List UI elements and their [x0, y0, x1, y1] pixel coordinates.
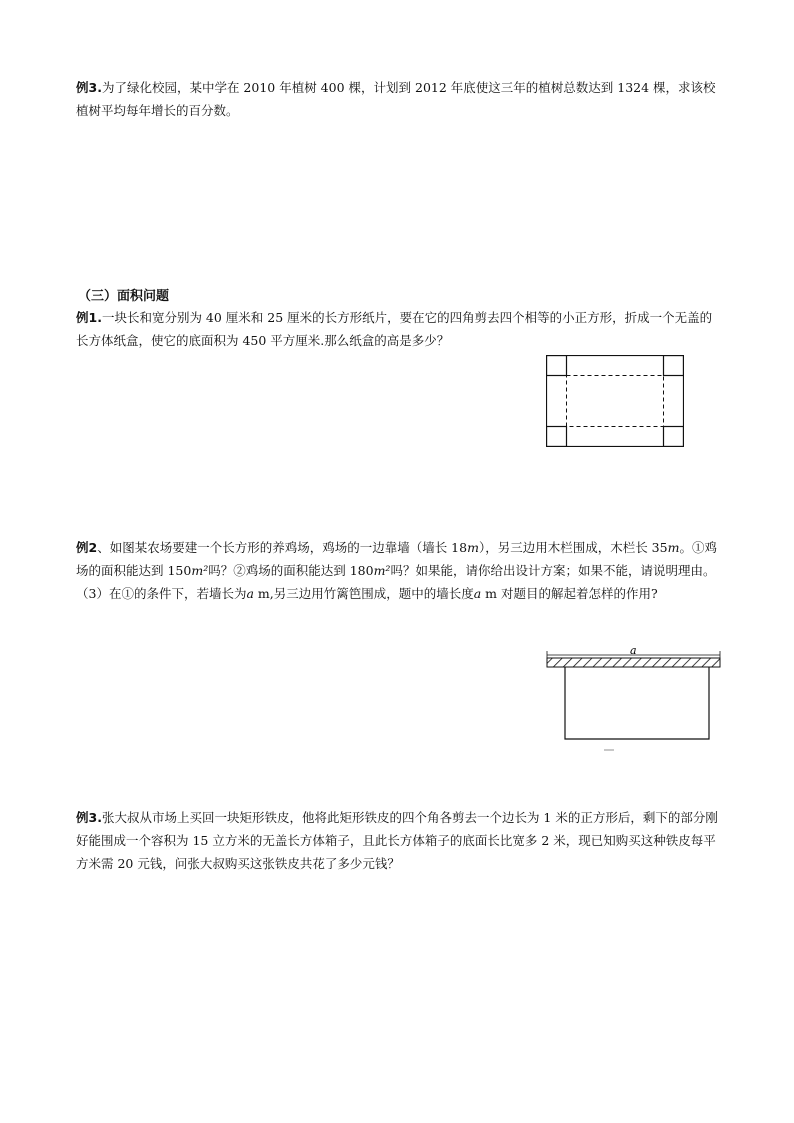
- corner-square: [547, 427, 567, 447]
- example-label: 例3.: [76, 80, 102, 95]
- example-3-growth: [76, 76, 724, 122]
- wall: [547, 658, 720, 667]
- example-text: 为了绿化校园，某中学在 2010 年植树 400 棵，计划到 2012 年底使这三年的植树总数达到 1324 棵，求该校植树平均每年增长的百分数。: [76, 80, 716, 118]
- wall-length-label: a: [630, 646, 637, 657]
- example-3-area: [76, 806, 724, 875]
- fence: [565, 667, 709, 739]
- fold-lines: [567, 376, 664, 427]
- chicken-farm-figure: [544, 646, 724, 758]
- example-label: 例2: [76, 540, 98, 555]
- corner-square: [664, 427, 684, 447]
- paper-box-figure: [546, 355, 684, 447]
- example-label: 例3.: [76, 810, 102, 825]
- example-label: 例1.: [76, 310, 102, 325]
- section-heading: （三）面积问题: [78, 289, 170, 304]
- example-text: 张大叔从市场上买回一块矩形铁皮，他将此矩形铁皮的四个角各剪去一个边长为 1 米的正方形后，剩下的部分刚好能围成一个容积为 15 立方米的无盖长方体箱子，且此长方体箱子的底面长比宽多 2 米，现已知购买这种铁皮每平方米需 20 元钱，问张大叔购买这张铁皮共花了多少元钱？: [76, 810, 718, 871]
- example-2: 例2、如图某农场要建一个长方形的养鸡场，鸡场的一边靠墙（墙长 18m），另三边用木栏围成，木栏长 35m。①鸡场的面积能达到 150m²吗？②鸡场的面积能达到 180m²吗？如果能，请你给出设计方案；如果不能，请说明理由。（3）在①的条件下，若墙长为a m,另三边用竹篱笆围成，题中的墙长度a m 对题目的解起着怎样的作用?: [76, 540, 717, 601]
- example-1: [76, 306, 724, 352]
- corner-square: [547, 356, 567, 376]
- corner-square: [664, 356, 684, 376]
- example-text: 一块长和宽分别为 40 厘米和 25 厘米的长方形纸片，要在它的四角剪去四个相等的小正方形，折成一个无盖的长方体纸盒，使它的底面积为 450 平方厘米.那么纸盒的高是多少？: [76, 310, 713, 348]
